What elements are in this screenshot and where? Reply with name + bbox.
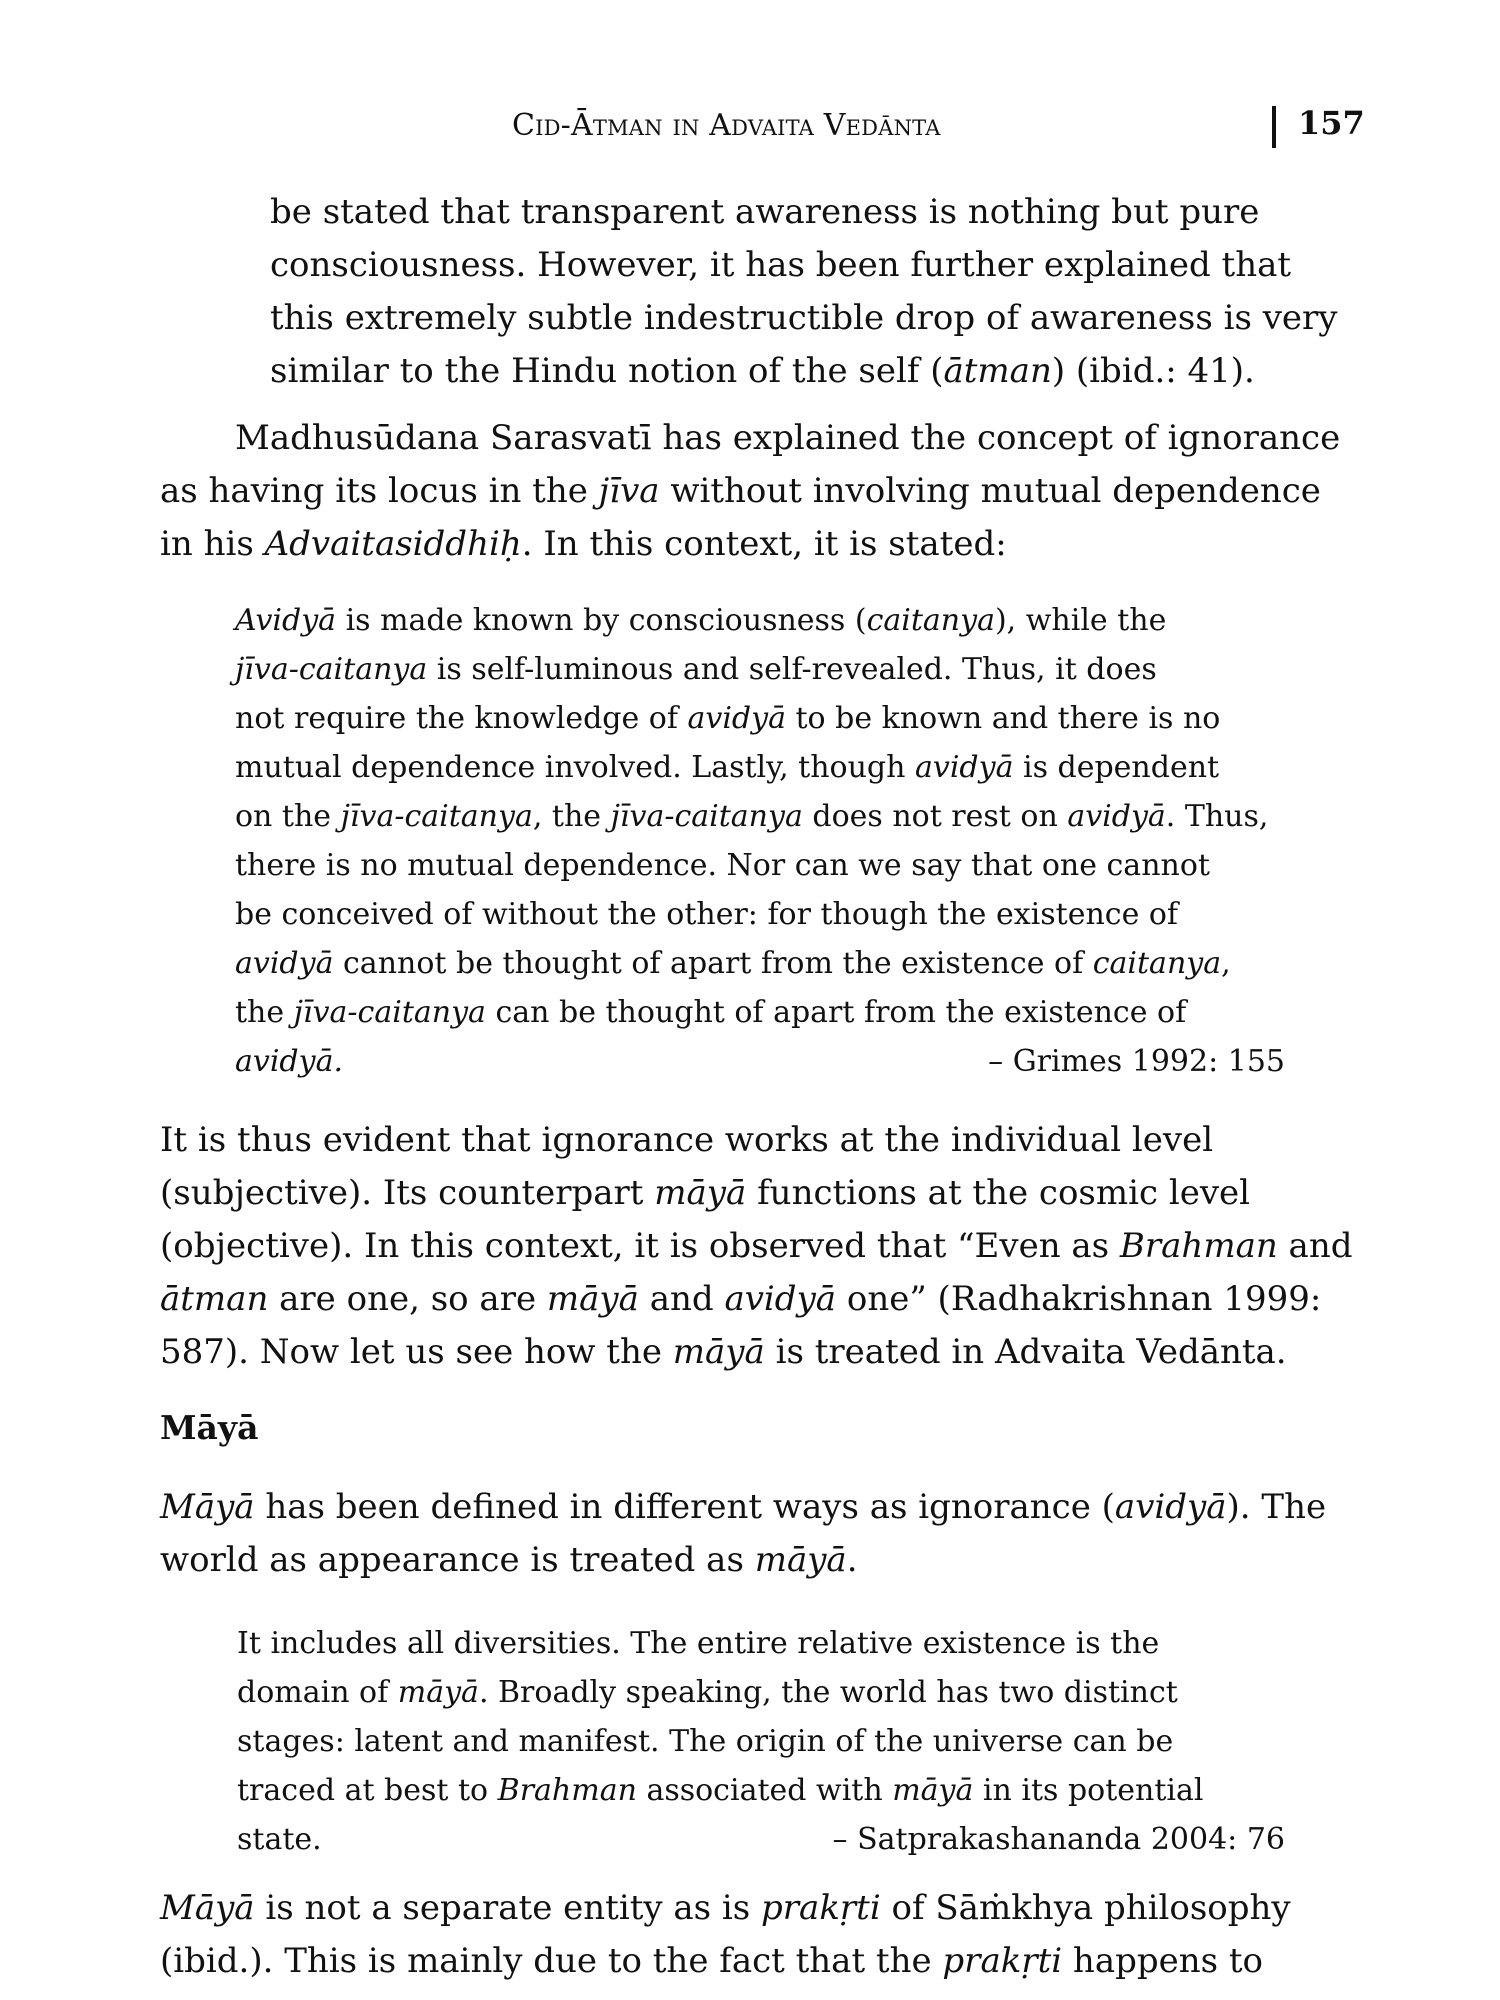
quote-last-word: avidyā. [235,1044,344,1079]
text-line: (objective). In this context, it is observed that “Even as Brahman and [160,1226,1353,1266]
quote-line: Avidyā is made known by consciousness (caitanya), while the [235,603,1167,638]
quote-line: stages: latent and manifest. The origin of the universe can be [237,1724,1174,1759]
quote-line: there is no mutual dependence. Nor can we say that one cannot [235,848,1210,883]
text-line: It is thus evident that ignorance works at the individual level [160,1120,1214,1160]
text-line: world as appearance is treated as māyā. [160,1540,858,1580]
text-line: (subjective). Its counterpart māyā functions at the cosmic level [160,1173,1251,1213]
quote-line [237,1822,1285,1857]
text-line: Madhusūdana Sarasvatī has explained the concept of ignorance [235,418,1341,458]
text-line: Māyā is not a separate entity as is prakṛti of Sāṁkhya philosophy [160,1888,1291,1928]
quote-line: not require the knowledge of avidyā to be known and there is no [235,701,1221,736]
text-line: as having its locus in the jīva without involving mutual dependence [160,471,1321,511]
header-divider [1272,106,1276,148]
text-line: ātman are one, so are māyā and avidyā one” (Radhakrishnan 1999: [160,1279,1322,1319]
running-head [0,98,1500,148]
chapter-title: Cid-Ātman in Advaita Vedānta [512,108,941,143]
section-heading: Māyā [160,1408,259,1447]
text-line: consciousness. However, it has been further explained that [270,245,1292,285]
text-line: similar to the Hindu notion of the self (ātman) (ibid.: 41). [270,351,1255,391]
text-line: Māyā has been defined in different ways as ignorance (avidyā). The [160,1487,1327,1527]
quote-last-word: state. [237,1822,322,1857]
attribution-grimes: – Grimes 1992: 155 [988,1044,1285,1079]
text-line: (ibid.). This is mainly due to the fact that the prakṛti happens to [160,1941,1264,1981]
quote-line: domain of māyā. Broadly speaking, the world has two distinct [237,1675,1178,1710]
quote-line [235,1044,1285,1079]
text-line: in his Advaitasiddhiḥ. In this context, it is stated: [160,524,1007,564]
text-line: 587). Now let us see how the māyā is treated in Advaita Vedānta. [160,1332,1287,1372]
quote-line: mutual dependence involved. Lastly, though avidyā is dependent [235,750,1220,785]
quote-line: jīva-caitanya is self-luminous and self-revealed. Thus, it does [235,652,1157,687]
text-line: this extremely subtle indestructible drop of awareness is very [270,298,1338,338]
quote-line: on the jīva-caitanya, the jīva-caitanya does not rest on avidyā. Thus, [235,799,1269,834]
quote-line: avidyā cannot be thought of apart from the existence of caitanya, [235,946,1231,981]
quote-line: It includes all diversities. The entire relative existence is the [237,1626,1160,1661]
quote-line: the jīva-caitanya can be thought of apart from the existence of [235,995,1187,1030]
attribution-satprakashananda: – Satprakashananda 2004: 76 [832,1822,1285,1857]
quote-line: traced at best to Brahman associated with māyā in its potential [237,1773,1204,1808]
page-number: 157 [1298,104,1365,142]
text-line: be stated that transparent awareness is nothing but pure [270,192,1260,232]
quote-line: be conceived of without the other: for though the existence of [235,897,1179,932]
